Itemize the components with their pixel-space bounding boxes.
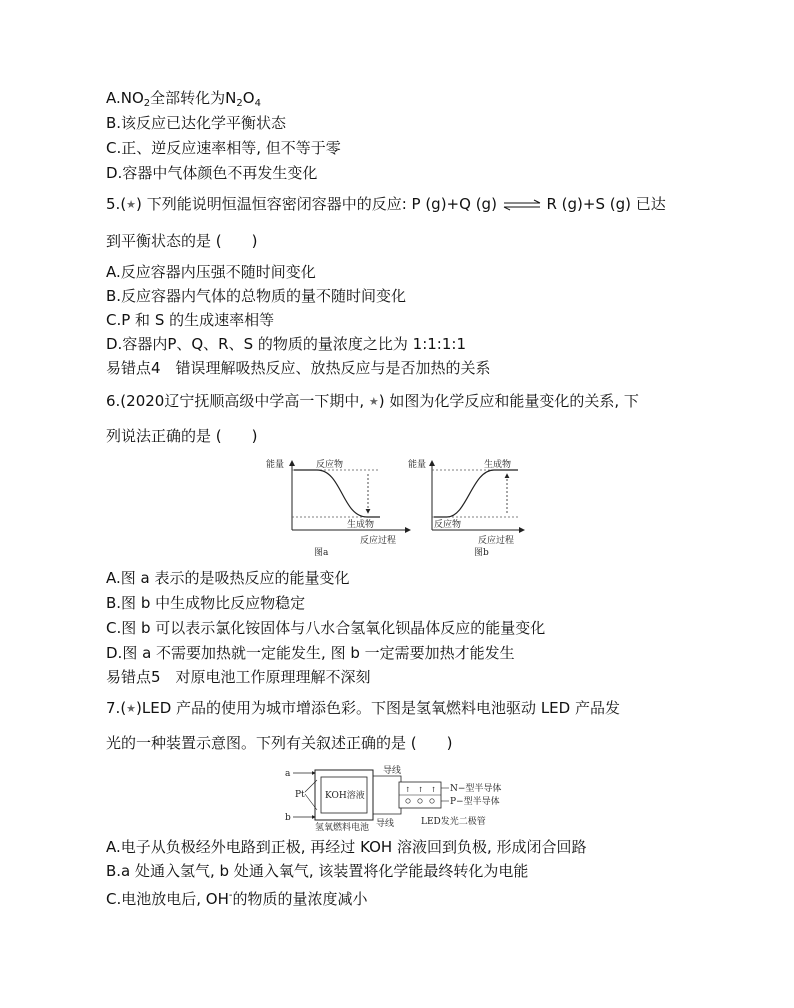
q4-option-c: C.正、逆反应速率相等, 但不等于零 <box>106 139 341 157</box>
fig-a-caption: 图a <box>314 548 329 558</box>
led-dot-1 <box>406 799 410 803</box>
p-semiconductor-label: P−型半导体 <box>450 797 500 807</box>
equilibrium-arrow-icon <box>502 199 542 211</box>
q4-a-sub1: 2 <box>143 98 151 109</box>
koh-label: KOH溶液 <box>325 791 365 801</box>
q7-stem-line1: 7.(★)LED 产品的使用为城市增添色彩。下图是氢氧燃料电池驱动 LED 产品发 <box>106 699 620 717</box>
pt-electrode-label: Pt <box>295 790 305 800</box>
q5-stem-part1: 下列能说明恒温恒容密闭容器中的反应: P (g)+Q (g) <box>146 195 497 213</box>
wire-label-top: 导线 <box>383 766 402 776</box>
fig-a-product-label: 生成物 <box>347 520 375 530</box>
fig-a-curve <box>294 470 380 517</box>
error-point-4: 易错点4 错误理解吸热反应、放热反应与是否加热的关系 <box>106 359 491 377</box>
q4-a-prefix: A.NO <box>106 89 144 107</box>
q5-option-a: A.反应容器内压强不随时间变化 <box>106 263 316 281</box>
q5-stem-line1 <box>106 194 666 216</box>
q5-stem-part2: R (g)+S (g) 已达 <box>546 195 666 213</box>
difficulty-star-icon: ★ <box>126 198 137 211</box>
fig-a-reactant-label: 反应物 <box>316 460 344 470</box>
wire-bottom <box>373 808 401 814</box>
error-point-5: 易错点5 对原电池工作原理理解不深刻 <box>106 668 371 686</box>
led-caption: LED发光二极管 <box>421 817 486 827</box>
q5-number: 5. <box>106 195 121 213</box>
fuel-cell-caption: 氢氧燃料电池 <box>315 823 370 832</box>
fig-a-xlabel: 反应过程 <box>360 536 397 546</box>
inlet-b-label: b <box>285 813 291 823</box>
wire-label-bottom: 导线 <box>376 819 395 829</box>
q4-a-sub3: 4 <box>254 98 261 109</box>
figure-b <box>408 458 524 558</box>
q7-option-a: A.电子从负极经外电路到正极, 再经过 KOH 溶液回到负极, 形成闭合回路 <box>106 838 587 856</box>
wire-top <box>373 776 401 782</box>
q5-paren-open: ( <box>120 195 127 213</box>
q6-option-b: B.图 b 中生成物比反应物稳定 <box>106 594 306 612</box>
q4-option-b: B.该反应已达化学平衡状态 <box>106 114 287 132</box>
n-semiconductor-label: N−型半导体 <box>450 784 502 794</box>
difficulty-star-icon: ★ <box>126 702 137 715</box>
q5-paren-close: ) <box>136 195 142 213</box>
fig-b-curve <box>434 470 518 517</box>
q7-option-c <box>106 886 368 909</box>
q6-option-a: A.图 a 表示的是吸热反应的能量变化 <box>106 569 350 587</box>
fig-b-caption: 图b <box>474 548 489 558</box>
fig-b-reactant-label: 反应物 <box>434 520 462 530</box>
q5-option-b: B.反应容器内气体的总物质的量不随时间变化 <box>106 287 407 305</box>
q4-option-d: D.容器中气体颜色不再发生变化 <box>106 164 318 182</box>
q6-stem-end: ) 如图为化学反应和能量变化的关系, 下 <box>378 392 639 410</box>
led-dot-3 <box>430 799 434 803</box>
q4-a-sub2: 2 <box>236 98 243 109</box>
figure-a <box>266 458 410 558</box>
q6-option-d: D.图 a 不需要加热就一定能发生, 图 b 一定需要加热才能发生 <box>106 644 515 662</box>
q7-c-sup: - <box>228 890 233 901</box>
q7-stem-line1-text: LED 产品的使用为城市增添色彩。下图是氢氧燃料电池驱动 LED 产品发 <box>141 699 620 717</box>
fuel-cell-led-diagram <box>283 764 513 832</box>
q7-c-prefix: C.电池放电后, OH <box>106 890 229 908</box>
led-dot-2 <box>418 799 422 803</box>
q5-stem-line2: 到平衡状态的是 ( ) <box>106 232 258 250</box>
q7-option-b: B.a 处通入氢气, b 处通入氧气, 该装置将化学能最终转化为电能 <box>106 862 529 880</box>
energy-diagrams <box>262 455 532 563</box>
q4-a-middle: 全部转化为N <box>150 89 237 107</box>
difficulty-star-icon: ★ <box>368 395 379 408</box>
q6-stem-line1 <box>106 391 639 413</box>
q7-number: 7. <box>106 699 121 717</box>
q5-option-d: D.容器内P、Q、R、S 的物质的量浓度之比为 1:1:1:1 <box>106 335 466 353</box>
fig-a-ylabel: 能量 <box>266 460 285 470</box>
q7-c-suffix: 的物质的量浓度减小 <box>232 890 368 908</box>
q7-stem-line2: 光的一种装置示意图。下列有关叙述正确的是 ( ) <box>106 734 453 752</box>
q6-option-c: C.图 b 可以表示氯化铵固体与八水合氢氧化钡晶体反应的能量变化 <box>106 619 546 637</box>
q5-option-c: C.P 和 S 的生成速率相等 <box>106 311 275 329</box>
fig-b-product-label: 生成物 <box>484 460 512 470</box>
fig-b-xlabel: 反应过程 <box>478 536 515 546</box>
q6-stem-start: 6.(2020辽宁抚顺高级中学高一下期中, <box>106 392 369 410</box>
fig-b-ylabel: 能量 <box>408 460 427 470</box>
led-emission-marks: ↑ ↑ ↑ <box>405 786 437 794</box>
q6-stem-line2: 列说法正确的是 ( ) <box>106 427 258 445</box>
inlet-a-label: a <box>285 769 291 779</box>
q4-option-a: $A.NO_2$全部转化为$N_2O_4$ <box>106 89 261 109</box>
